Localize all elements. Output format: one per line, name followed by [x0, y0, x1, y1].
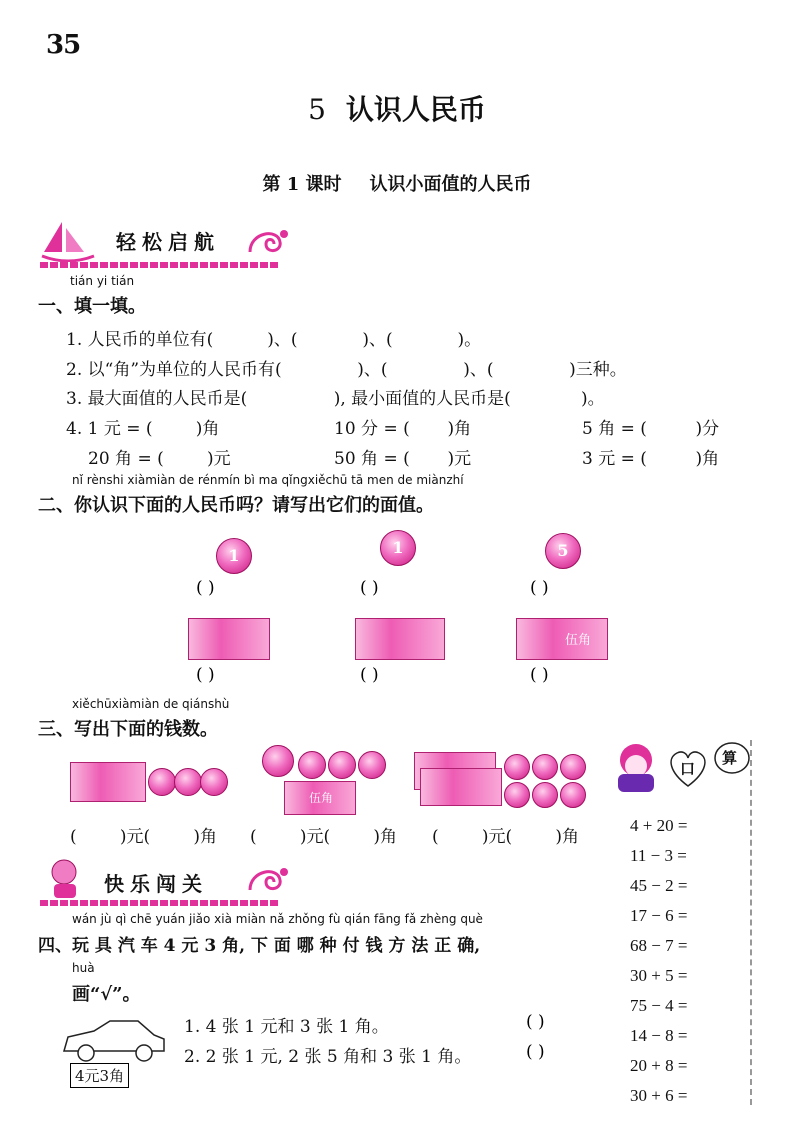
section3-pinyin: xiěchūxiàmiàn de qiánshù: [72, 697, 230, 711]
section4-pinyin2: huà: [72, 961, 95, 975]
section2-pinyin: nǐ rènshi xiàmiàn de rénmín bì ma qǐngxiěchū tā men de miànzhí: [72, 473, 464, 487]
banner-happy-challenge: [40, 856, 290, 908]
coin: [560, 782, 586, 808]
banknote-1-yuan: [420, 768, 502, 806]
answer-money-1[interactable]: ( )元( )角: [70, 827, 217, 847]
coin: [148, 768, 176, 796]
coin: [200, 768, 228, 796]
coin: [358, 751, 386, 779]
swirl-decoration-icon: [244, 860, 290, 900]
coin: [298, 751, 326, 779]
banner-underline: [40, 900, 280, 906]
banner-easy-start: [40, 218, 290, 270]
mental-item: 4 + 20 =: [630, 816, 688, 835]
mental-math-panel: [612, 740, 752, 1105]
question-1-4a: 4. 1 元 = ( )角: [66, 419, 220, 439]
mental-title-left: 口: [680, 760, 696, 778]
question-1-4b: 10 分 = ( )角: [334, 419, 472, 439]
banknote-5-jiao: 伍角: [516, 618, 608, 660]
answer-bill-1[interactable]: ( ): [196, 665, 215, 685]
lesson-number: 第 1 课时: [262, 174, 342, 195]
chapter-name: 认识人民币: [345, 93, 486, 126]
section3-heading: 三、写出下面的钱数。: [38, 719, 218, 740]
question-1-4c: 5 角 = ( )分: [582, 419, 720, 439]
coin: [504, 754, 530, 780]
question-1-1: 1. 人民币的单位有( )、( )、( )。: [66, 330, 482, 350]
money-group-1: [70, 762, 230, 802]
question-1-5a: 20 角 = ( )元: [88, 449, 231, 469]
section1-heading: 一、填一填。: [38, 296, 146, 317]
sailboat-icon: [40, 220, 96, 266]
money-group-2: [262, 745, 392, 815]
answer-bill-2[interactable]: ( ): [360, 665, 379, 685]
lesson-name: 认识小面值的人民币: [369, 174, 532, 195]
toy-car-icon: [58, 1015, 168, 1065]
option-2: 2. 2 张 1 元, 2 张 5 角和 3 张 1 角。: [184, 1047, 472, 1067]
coin: [532, 754, 558, 780]
coin: [504, 782, 530, 808]
question-1-2: 2. 以“角”为单位的人民币有( )、( )、( )三种。: [66, 360, 627, 380]
banknote-1-yuan: [70, 762, 146, 802]
coin-5-jiao: 5: [545, 533, 581, 569]
option-2-checkbox[interactable]: ( ): [526, 1042, 545, 1062]
mental-item: 30 + 5 =: [630, 966, 688, 985]
mental-item: 11 − 3 =: [630, 846, 687, 865]
money-group-3: [414, 752, 584, 812]
answer-coin-3[interactable]: ( ): [530, 578, 549, 598]
coin: [174, 768, 202, 796]
answer-coin-1[interactable]: ( ): [196, 578, 215, 598]
question-1-3: 3. 最大面值的人民币是( ), 最小面值的人民币是( )。: [66, 389, 605, 409]
section4-pinyin: wán jù qì chē yuán jiǎo xià miàn nǎ zhǒng fù qián fāng fǎ zhèng què: [72, 912, 483, 926]
mental-item: 20 + 8 =: [630, 1056, 688, 1075]
coin: [560, 754, 586, 780]
answer-coin-2[interactable]: ( ): [360, 578, 379, 598]
question-1-5c: 3 元 = ( )角: [582, 449, 720, 469]
option-1-checkbox[interactable]: ( ): [526, 1012, 545, 1032]
swirl-decoration-icon: [244, 222, 290, 262]
answer-money-3[interactable]: ( )元( )角: [432, 827, 579, 847]
lesson-title: [0, 170, 794, 196]
mental-title-right: 算: [722, 749, 738, 767]
answer-money-2[interactable]: ( )元( )角: [250, 827, 397, 847]
coin: [328, 751, 356, 779]
coin-1-jiao: 1: [380, 530, 416, 566]
chapter-number: 5: [308, 93, 326, 126]
banknote-5-jiao: 伍角: [284, 781, 356, 815]
option-1: 1. 4 张 1 元和 3 张 1 角。: [184, 1017, 389, 1037]
cartoon-mascot-icon: [40, 856, 92, 902]
banner-label: 快乐闯关: [104, 872, 208, 896]
mental-item: 14 − 8 =: [630, 1026, 688, 1045]
coin-1-yuan: 1: [216, 538, 252, 574]
mental-item: 17 − 6 =: [630, 906, 688, 925]
banner-label: 轻松启航: [116, 230, 220, 254]
car-price-tag: 4元3角: [70, 1063, 129, 1088]
coin: [262, 745, 294, 777]
question-1-5b: 50 角 = ( )元: [334, 449, 472, 469]
section1-pinyin: tián yi tián: [70, 274, 135, 288]
page-number: 35: [46, 30, 81, 60]
coin: [532, 782, 558, 808]
section4-heading: 四、玩 具 汽 车 4 元 3 角, 下 面 哪 种 付 钱 方 法 正 确,: [38, 936, 481, 956]
section4-heading2: 画“√”。: [72, 984, 141, 1005]
section2-heading: 二、你认识下面的人民币吗？请写出它们的面值。: [38, 495, 434, 516]
banknote-1-yuan: [188, 618, 270, 660]
mental-item: 45 − 2 =: [630, 876, 688, 895]
banner-underline: [40, 262, 280, 268]
answer-bill-3[interactable]: ( ): [530, 665, 549, 685]
mental-item: 75 − 4 =: [630, 996, 688, 1015]
banknote-2-jiao: [355, 618, 445, 660]
mental-item: 68 − 7 =: [630, 936, 688, 955]
chapter-title: [0, 88, 794, 128]
mental-item: 30 + 6 =: [630, 1086, 688, 1105]
